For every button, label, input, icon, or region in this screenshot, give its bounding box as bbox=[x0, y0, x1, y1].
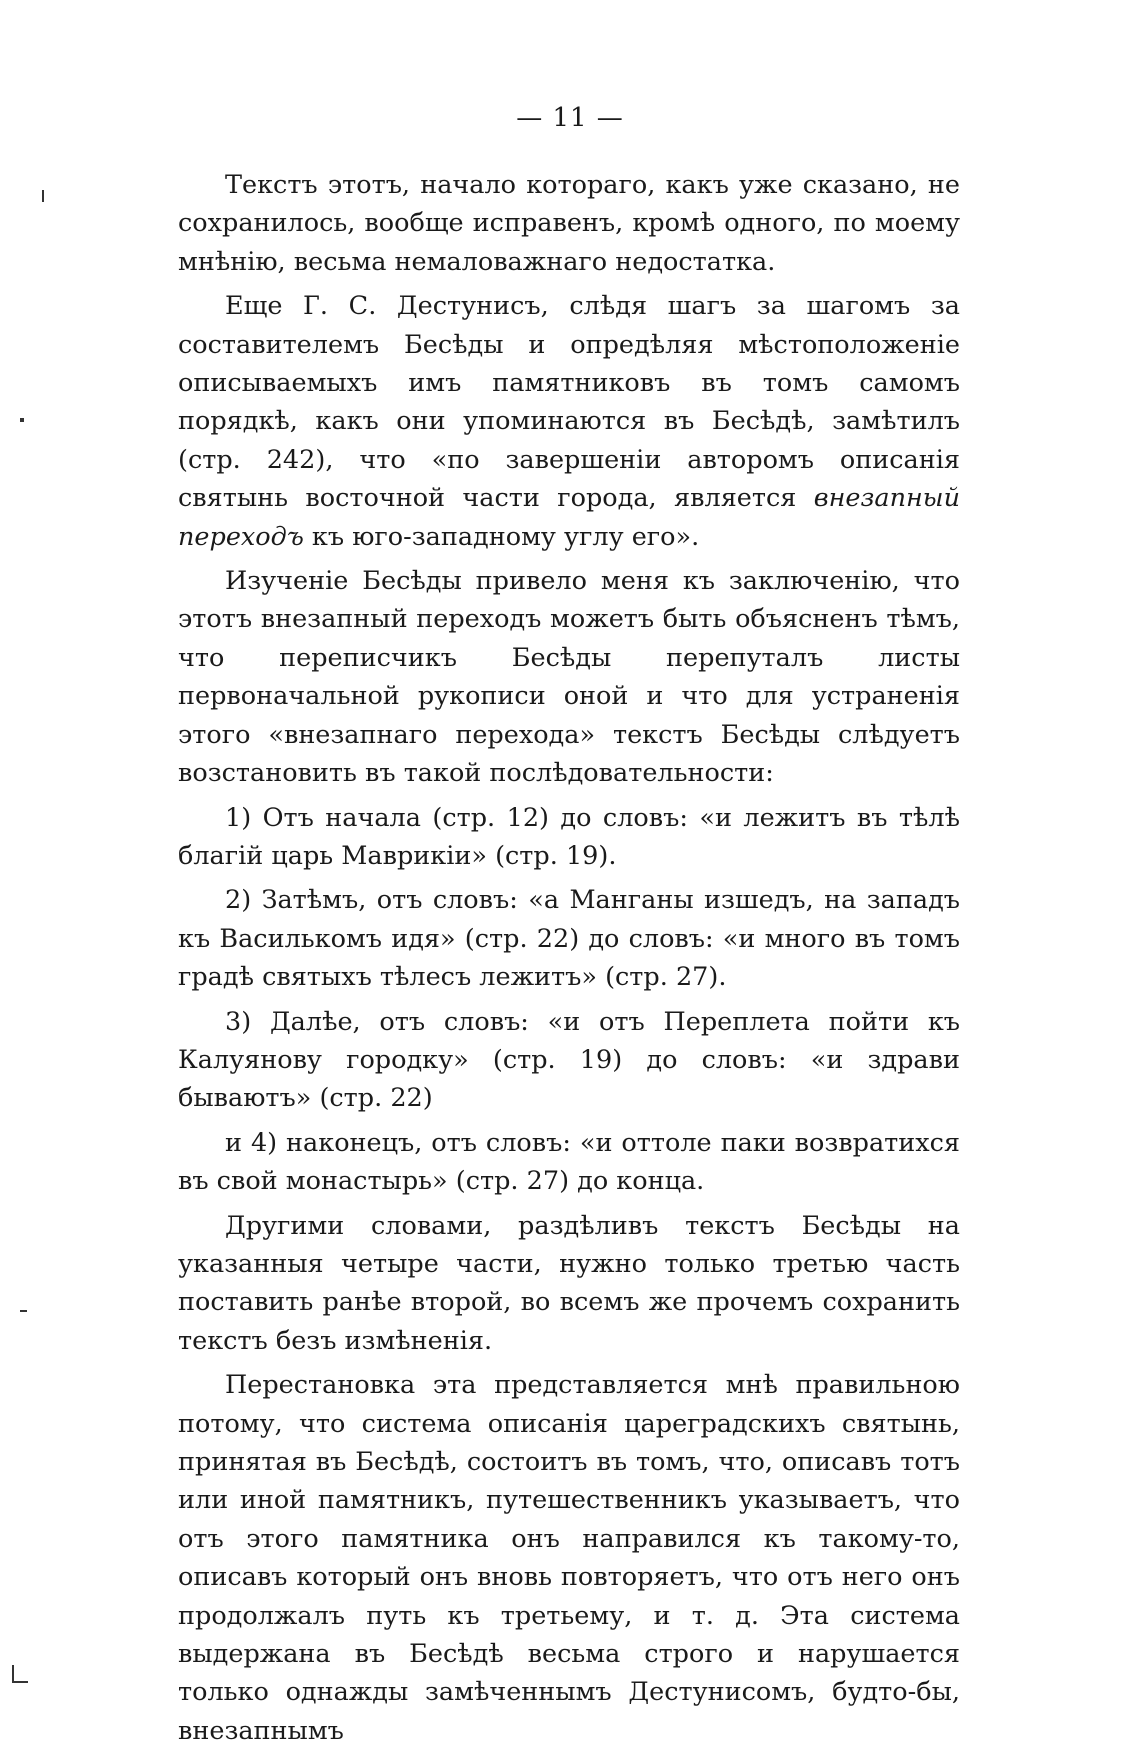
list-item-4: и 4) наконецъ, отъ словъ: «и оттоле паки возвратихся въ свой монастырь» (стр. 27) до конца. bbox=[178, 1127, 960, 1197]
paragraph-2 bbox=[178, 287, 960, 556]
scan-speck bbox=[20, 1310, 27, 1312]
list-item-3: 3) Далѣе, отъ словъ: «и отъ Переплета пойти къ Калуянову городку» (стр. 19) до словъ: «и здрави бываютъ» (стр. 22) bbox=[178, 1006, 960, 1114]
paragraph-3: Изученіе Бесѣды привело меня къ заключенію, что этотъ внезапный переходъ можетъ быть объясненъ тѣмъ, что переписчикъ Бесѣды перепуталъ листы первоначальной рукописи оной и что для устраненія этого «внезапнаго перехода» текстъ Бесѣды слѣдуетъ возстановить въ такой послѣдовательности: bbox=[178, 566, 960, 789]
scan-speck bbox=[12, 1681, 28, 1683]
paragraph-9: Перестановка эта представляется мнѣ правильною потому, что система описанія цареградскихъ святынь, принятая въ Бесѣдѣ, состоитъ въ томъ, что, описавъ тотъ или иной памятникъ, путешественникъ указываетъ, что отъ этого памятника онъ направился къ такому-то, описавъ который онъ вновь повторяетъ, что отъ него онъ продолжалъ путь къ третьему, и т. д. Эта система выдержана въ Бесѣдѣ весьма строго и нарушается только однажды замѣченнымъ Дестунисомъ, будто-бы, внезапнымъ bbox=[178, 1370, 960, 1746]
paragraph-1: Текстъ этотъ, начало котораго, какъ уже сказано, не сохранилось, вообще исправенъ, кромѣ одного, по моему мнѣнію, весьма немаловажнаго недостатка. bbox=[178, 170, 960, 277]
paragraph-2-text-b: къ юго-западному углу его». bbox=[303, 521, 700, 552]
list-item-1: 1) Отъ начала (стр. 12) до словъ: «и лежитъ въ тѣлѣ благій царь Маврикіи» (стр. 19). bbox=[178, 802, 960, 871]
paragraph-2-text-a: Еще Г. С. Дестунисъ, слѣдя шагъ за шагомъ за составителемъ Бесѣды и опредѣляя мѣстоположеніе описываемыхъ имъ памятниковъ въ томъ самомъ порядкѣ, какъ они упоминаются въ Бесѣдѣ, замѣтилъ (стр. 242), что «по завершеніи авторомъ описанія святынь восточной части города, является bbox=[178, 291, 960, 514]
page-number: — 11 — bbox=[516, 103, 624, 133]
scan-speck bbox=[42, 190, 44, 202]
paragraph-8: Другими словами, раздѣливъ текстъ Бесѣды на указанныя четыре части, нужно только третью часть поставить ранѣе второй, во всемъ же прочемъ сохранить текстъ безъ измѣненія. bbox=[178, 1210, 960, 1356]
body-text bbox=[178, 166, 960, 1756]
list-item-2: 2) Затѣмъ, отъ словъ: «а Манганы изшедъ, на западъ къ Василькомъ идя» (стр. 22) до словъ: «и много въ томъ градѣ святыхъ тѣлесъ лежитъ» (стр. 27). bbox=[178, 885, 960, 993]
scan-speck bbox=[20, 418, 24, 422]
paragraph-2-emphasis: внезапный переходъ bbox=[178, 483, 960, 552]
